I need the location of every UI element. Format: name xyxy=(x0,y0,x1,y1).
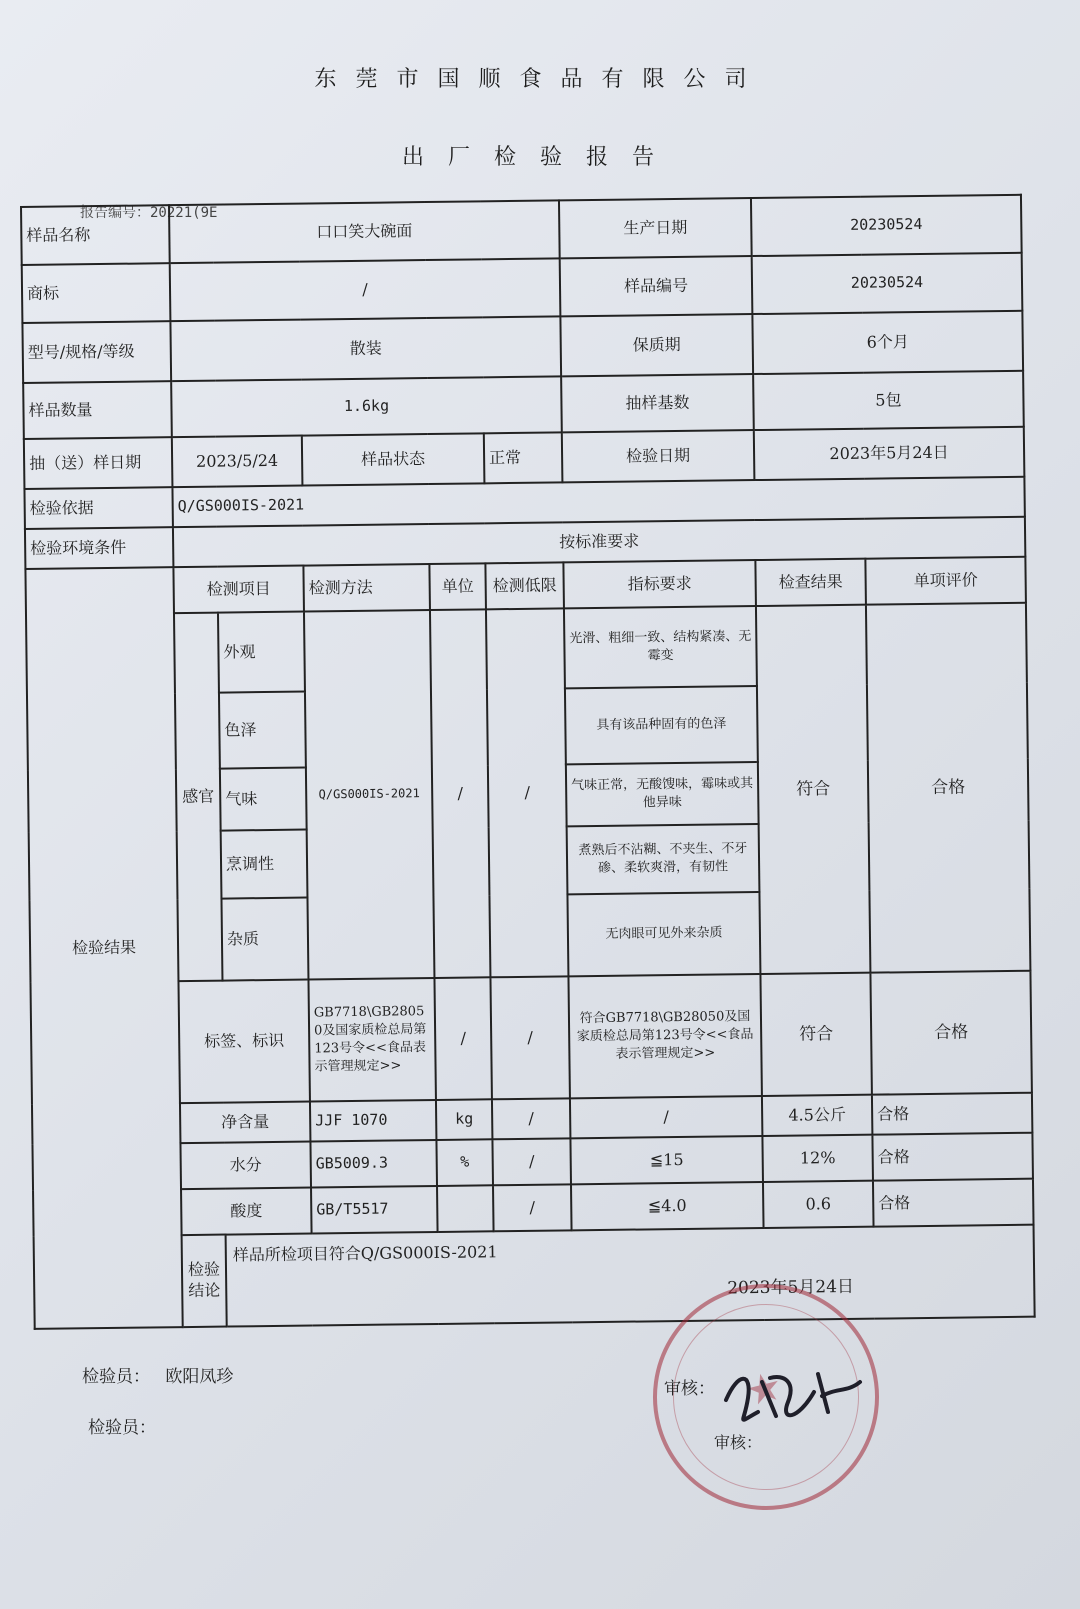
shelf-life-value: 6个月 xyxy=(752,311,1023,374)
shelf-life-label: 保质期 xyxy=(560,314,753,376)
sensory-item-name: 外观 xyxy=(218,612,305,693)
sensory-item-requirement: 无肉眼可见外来杂质 xyxy=(567,892,760,976)
moisture-item-result: 12% xyxy=(762,1135,873,1182)
inspector-label: 检验员： xyxy=(82,1367,150,1387)
sensory-item-name: 烹调性 xyxy=(221,830,308,899)
acidity-item-evaluation: 合格 xyxy=(873,1179,1034,1227)
inspection-date-value: 2023年5月24日 xyxy=(754,427,1025,480)
sample-no-value: 20230524 xyxy=(752,253,1023,314)
env-label: 检验环境条件 xyxy=(25,527,173,569)
sample-no-label: 样品编号 xyxy=(560,256,753,316)
production-date-value: 20230524 xyxy=(751,195,1022,256)
header-unit: 单位 xyxy=(429,563,486,610)
sampling-date-label: 抽（送）样日期 xyxy=(24,437,173,489)
sensory-item-requirement: 煮熟后不沾糊、不夹生、不牙碜、柔软爽滑，有韧性 xyxy=(567,824,760,894)
trademark-value: / xyxy=(170,258,561,321)
inspector-line-1 xyxy=(82,1362,233,1387)
sample-name-value: 口口笑大碗面 xyxy=(169,200,560,263)
label-item-result: 符合 xyxy=(760,973,871,1096)
quantity-value: 1.6kg xyxy=(171,376,562,437)
report-title: 出厂检验报告 xyxy=(401,145,678,170)
sensory-result: 符合 xyxy=(756,605,870,974)
sampling-date-value: 2023/5/24 xyxy=(172,436,303,488)
moisture-item-unit: % xyxy=(436,1139,493,1186)
net-item-limit: / xyxy=(492,1098,570,1139)
production-date-label: 生产日期 xyxy=(559,198,752,258)
label-item-limit: / xyxy=(490,976,569,1099)
header-method: 检测方法 xyxy=(303,564,430,612)
env-value: 按标准要求 xyxy=(173,517,1025,567)
sensory-limit: / xyxy=(486,608,568,977)
net-item-method: JJF 1070 xyxy=(310,1100,436,1142)
label-item-evaluation: 合格 xyxy=(870,971,1031,1095)
conclusion-cell xyxy=(226,1225,1035,1327)
label-item-name: 标签、标识 xyxy=(178,980,309,1104)
label-item-method: GB7718\GB28050及国家质检总局第123号令<<食品表示管理规定>> xyxy=(308,978,435,1102)
sample-state-label: 样品状态 xyxy=(302,433,485,485)
sampling-base-value: 5包 xyxy=(753,371,1024,430)
inspector-line-2 xyxy=(88,1413,156,1438)
sensory-item-requirement: 光滑、粗细一致、结构紧凑、无霉变 xyxy=(564,606,757,688)
net-item-name: 净含量 xyxy=(180,1102,310,1144)
sensory-item-requirement: 具有该品种固有的色泽 xyxy=(565,686,758,764)
acidity-item-limit: / xyxy=(493,1184,572,1231)
header-limit: 检测低限 xyxy=(485,562,564,609)
company-name: 东莞市国顺食品有限公司 xyxy=(314,67,766,92)
inspection-date-label: 检验日期 xyxy=(562,430,755,482)
net-item-unit: kg xyxy=(436,1099,492,1140)
moisture-item-requirement: ≦15 xyxy=(570,1136,763,1184)
model-value: 散装 xyxy=(170,316,561,381)
sampling-base-label: 抽样基数 xyxy=(561,374,754,432)
acidity-item-unit xyxy=(437,1185,494,1232)
reviewer-line-1: 审核： xyxy=(664,1379,715,1399)
basis-label: 检验依据 xyxy=(24,487,172,529)
acidity-item-method: GB/T5517 xyxy=(311,1186,438,1234)
header-item: 检测项目 xyxy=(173,566,304,614)
sensory-item-requirement: 气味正常，无酸馊味，霉味或其他异味 xyxy=(566,762,759,826)
sample-name-label: 样品名称 xyxy=(21,205,170,265)
acidity-item-name: 酸度 xyxy=(181,1188,312,1236)
label-item-requirement: 符合GB7718\GB28050及国家质检总局第123号令<<食品表示管理规定>> xyxy=(568,974,761,1098)
reviewer-line-2: 审核： xyxy=(714,1433,763,1452)
sensory-unit: / xyxy=(430,609,490,978)
conclusion-label: 检验结论 xyxy=(182,1235,227,1328)
header-evaluation: 单项评价 xyxy=(865,557,1026,605)
reviewer-signature xyxy=(718,1352,868,1432)
basis-value: Q/GS000IS-2021 xyxy=(172,477,1024,527)
model-label: 型号/规格/等级 xyxy=(22,321,171,383)
seal-star-icon: ★ xyxy=(741,1362,788,1416)
moisture-item-limit: / xyxy=(492,1138,571,1185)
sensory-item-name: 色泽 xyxy=(219,692,306,769)
net-item-requirement: / xyxy=(570,1096,762,1138)
quantity-label: 样品数量 xyxy=(23,381,172,439)
sensory-evaluation: 合格 xyxy=(866,603,1030,973)
moisture-item-name: 水分 xyxy=(180,1142,311,1190)
sample-state-value: 正常 xyxy=(484,432,563,483)
net-item-result: 4.5公斤 xyxy=(762,1095,872,1136)
sensory-item-name: 气味 xyxy=(220,768,307,831)
label-item-unit: / xyxy=(434,977,491,1100)
acidity-item-requirement: ≦4.0 xyxy=(571,1182,764,1230)
report-number: 报告编号：20221(9E xyxy=(80,205,218,221)
sensory-item-name: 杂质 xyxy=(221,898,308,981)
sensory-method: Q/GS000IS-2021 xyxy=(304,610,434,980)
moisture-item-evaluation: 合格 xyxy=(872,1133,1033,1181)
acidity-item-result: 0.6 xyxy=(763,1181,874,1228)
inspector-name: 欧阳凤珍 xyxy=(165,1367,234,1387)
sensory-group: 感官 xyxy=(174,613,222,982)
inspection-table xyxy=(20,194,1036,1330)
header-requirement: 指标要求 xyxy=(563,560,756,608)
net-item-evaluation: 合格 xyxy=(872,1093,1032,1135)
inspector-label: 检验员： xyxy=(88,1418,156,1438)
header-result: 检查结果 xyxy=(755,559,866,606)
trademark-label: 商标 xyxy=(22,263,171,323)
conclusion-date: 2023年5月24日 xyxy=(727,1276,855,1299)
conclusion-text: 样品所检项目符合Q/GS000IS-2021 xyxy=(232,1242,498,1265)
results-section-label: 检验结果 xyxy=(25,567,182,1329)
moisture-item-method: GB5009.3 xyxy=(310,1140,437,1188)
